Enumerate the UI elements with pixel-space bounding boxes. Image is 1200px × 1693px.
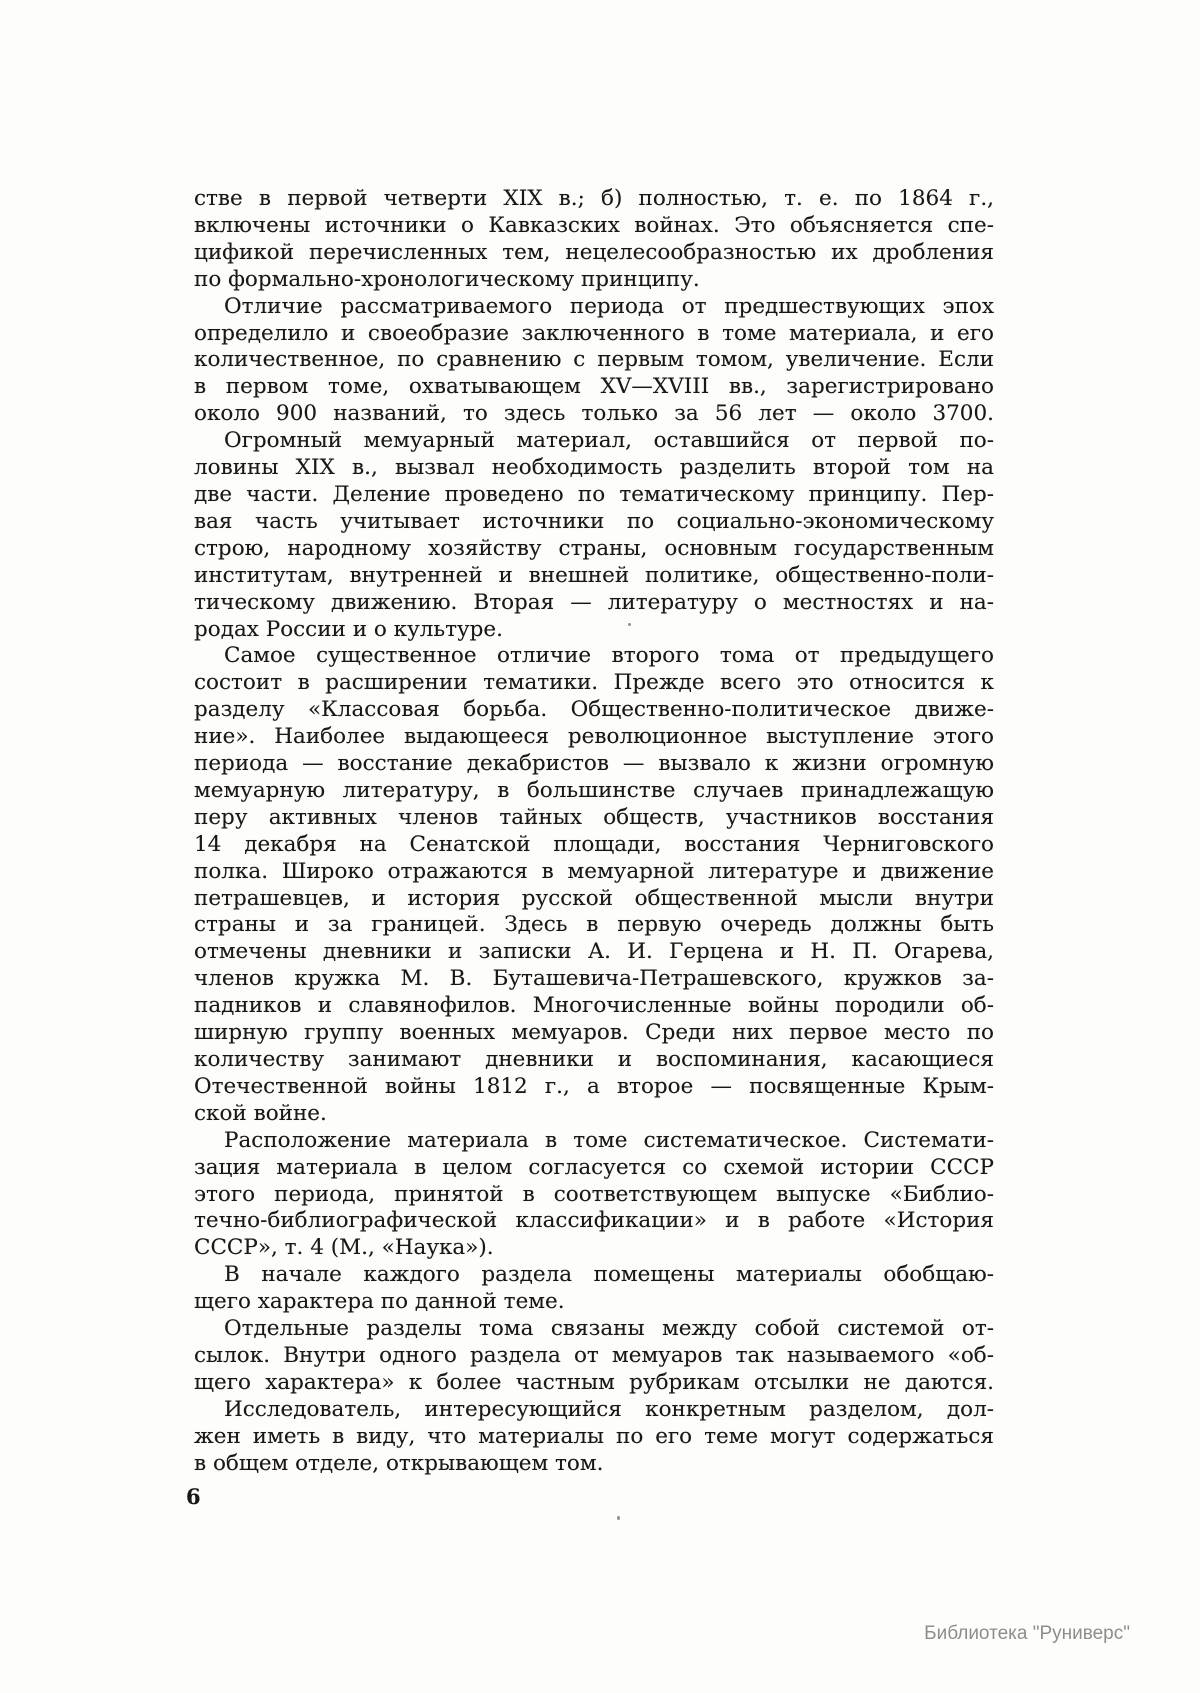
text-line: петрашевцев, и история русской общественной мысли внутри (194, 885, 994, 911)
library-watermark: Библиотека "Руниверс" (924, 1623, 1130, 1644)
text-line: тическому движению. Вторая — литературу о местностях и на- (194, 589, 994, 615)
text-line: строю, народному хозяйству страны, основным государственным (194, 535, 994, 561)
page-number: 6 (186, 1484, 201, 1509)
text-line: ширную группу военных мемуаров. Среди них первое место по (194, 1020, 994, 1046)
text-line: мемуарную литературу, в большинстве случаев принадлежащую (194, 777, 994, 803)
text-line: в общем отделе, открывающем том. (194, 1450, 604, 1476)
text-line: зация материала в целом согласуется со схемой истории СССР (194, 1154, 994, 1180)
text-line: полка. Широко отражаются в мемуарной литературе и движение (194, 858, 994, 884)
text-line: две части. Деление проведено по тематическому принципу. Пер- (194, 481, 994, 507)
text-line: СССР», т. 4 (М., «Наука»). (194, 1235, 494, 1261)
text-line: 14 декабря на Сенатской площади, восстания Черниговского (194, 831, 994, 857)
text-line: страны и за границей. Здесь в первую очередь должны быть (194, 912, 994, 938)
text-line: Самое существенное отличие второго тома от предыдущего (224, 643, 994, 669)
text-line: ние». Наиболее выдающееся революционное выступление этого (194, 724, 994, 750)
text-line: состоит в расширении тематики. Прежде всего это относится к (194, 670, 994, 696)
text-line: родах России и о культуре. (194, 616, 503, 642)
text-line: отмечены дневники и записки А. И. Герцена и Н. П. Огарева, (194, 939, 994, 965)
scan-speck (628, 623, 631, 626)
text-line: разделу «Классовая борьба. Общественно-политическое движе- (194, 697, 994, 723)
scan-speck (617, 1516, 620, 1520)
body-text (194, 186, 994, 1478)
text-line: Отечественной войны 1812 г., а второе — посвященные Крым- (194, 1073, 994, 1099)
text-line: институтам, внутренней и внешней политике, общественно-поли- (194, 562, 994, 588)
text-line: стве в первой четверти XIX в.; б) полностью, т. е. по 1864 г., (194, 186, 994, 211)
text-line: щего характера по данной теме. (194, 1289, 565, 1315)
text-line: Отличие рассматриваемого периода от предшествующих эпох (224, 293, 994, 319)
text-line: вая часть учитывает источники по социально-экономическому (194, 508, 994, 534)
text-line: количеству занимают дневники и воспоминания, касающиеся (194, 1047, 994, 1072)
text-line: Огромный мемуарный материал, оставшийся от первой по- (224, 428, 994, 454)
text-line: этого периода, принятой в соответствующем выпуске «Библио- (194, 1181, 994, 1207)
text-line: падников и славянофилов. Многочисленные войны породили об- (194, 993, 994, 1019)
text-line: Расположение материала в томе систематическое. Системати- (224, 1127, 994, 1153)
text-line: Исследователь, интересующийся конкретным разделом, дол- (224, 1396, 994, 1422)
text-line: сылок. Внутри одного раздела от мемуаров так называемого «об- (194, 1342, 994, 1368)
text-line: жен иметь в виду, что материалы по его теме могут содержаться (194, 1423, 994, 1449)
text-line: щего характера» к более частным рубрикам отсылки не даются. (194, 1369, 994, 1395)
text-line: членов кружка М. В. Буташевича-Петрашевского, кружков за- (194, 966, 994, 992)
text-line: цификой перечисленных тем, нецелесообразностью их дробления (194, 239, 994, 265)
text-line: включены источники о Кавказских войнах. Это объясняется спе- (194, 212, 994, 238)
text-line: в первом томе, охватывающем XV—XVIII вв., зарегистрировано (194, 374, 994, 400)
text-line: ской войне. (194, 1100, 327, 1126)
text-line: течно-библиографической классификации» и в работе «История (194, 1208, 994, 1234)
text-line: В начале каждого раздела помещены материалы обобщаю- (224, 1262, 994, 1288)
text-line: перу активных членов тайных обществ, участников восстания (194, 804, 994, 830)
text-line: определило и своеобразие заключенного в томе материала, и его (194, 320, 994, 346)
text-line: периода — восстание декабристов — вызвало к жизни огромную (194, 751, 994, 777)
text-line: Отдельные разделы тома связаны между собой системой от- (224, 1316, 994, 1342)
text-line: количественное, по сравнению с первым томом, увеличение. Если (194, 347, 994, 373)
text-line: ловины XIX в., вызвал необходимость разделить второй том на (194, 455, 994, 481)
text-line: по формально-хронологическому принципу. (194, 266, 700, 292)
text-line: около 900 названий, то здесь только за 56 лет — около 3700. (194, 401, 994, 427)
